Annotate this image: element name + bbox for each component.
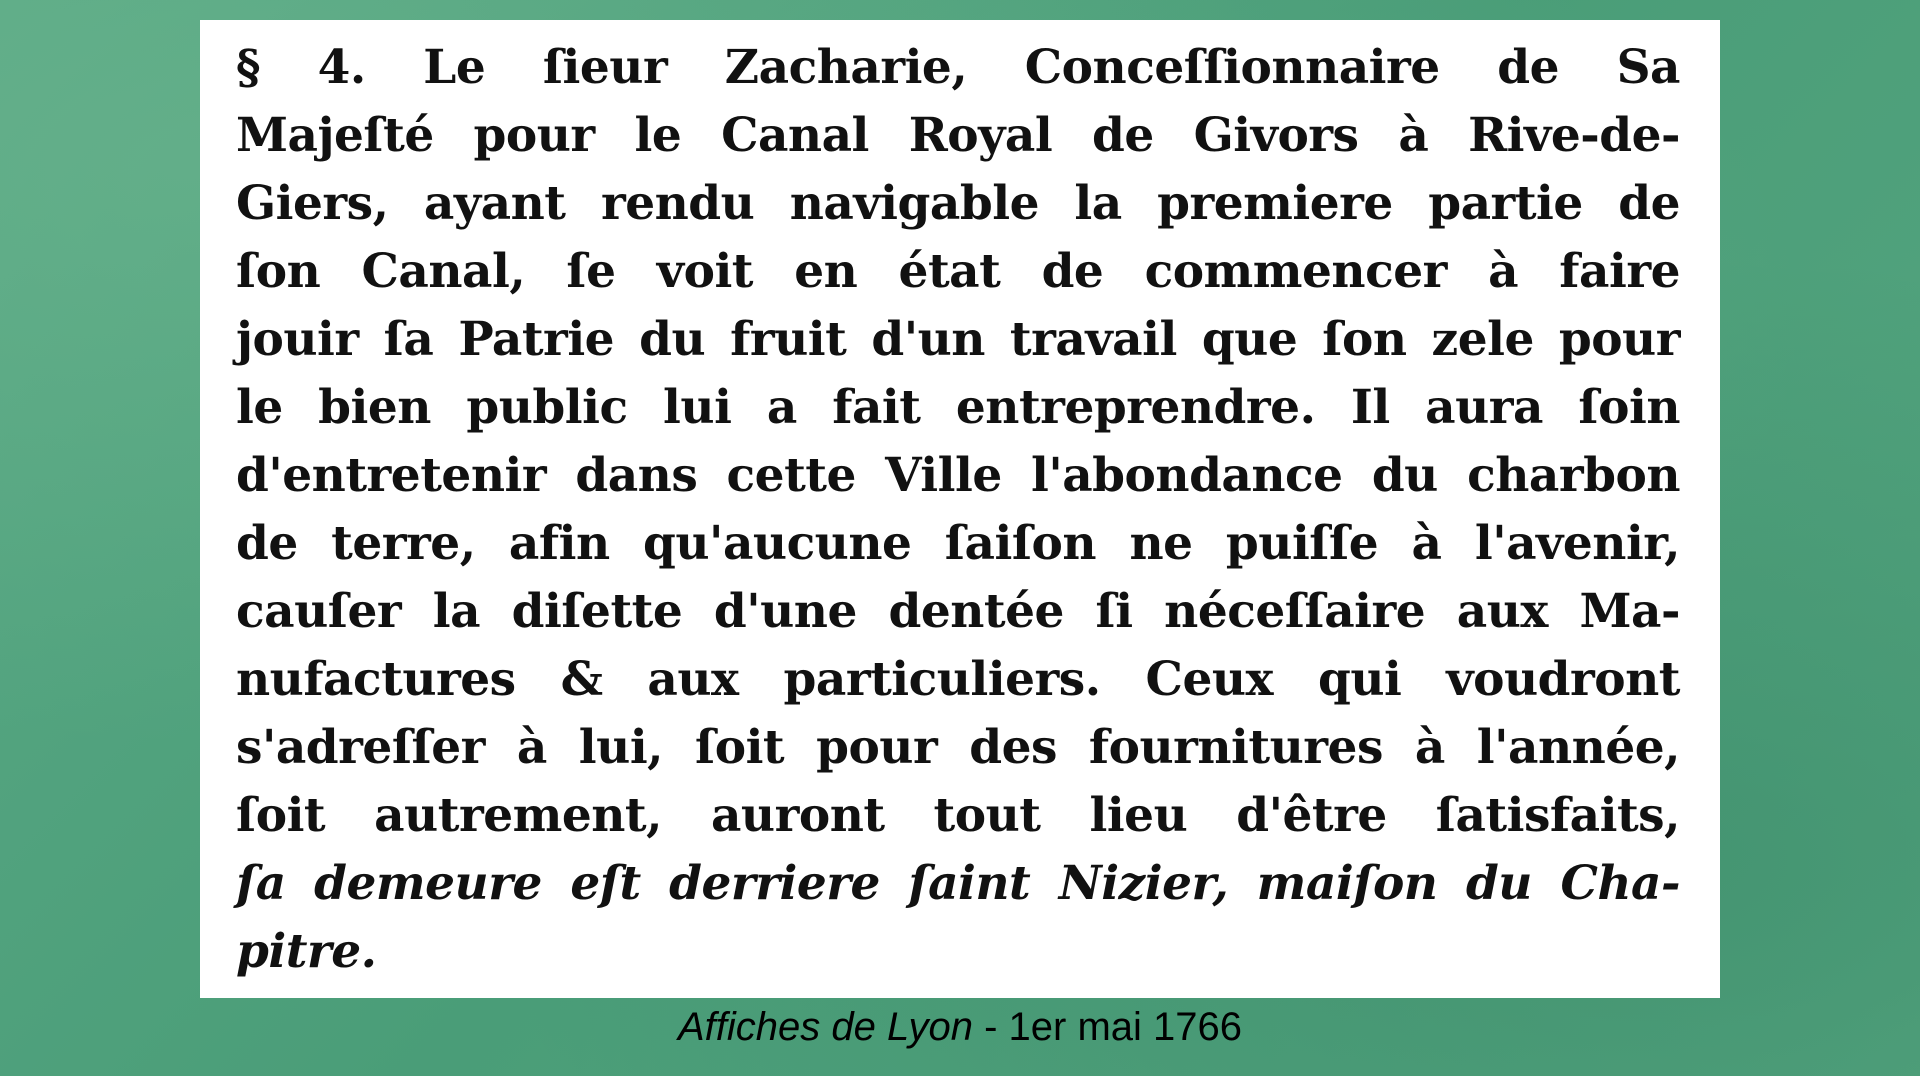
caption-source: Affiches de Lyon <box>677 1005 973 1049</box>
clipping-line-1: § 4. Le ſieur Zacharie, Conceſſionnaire de Sa <box>236 40 1680 95</box>
newspaper-clipping <box>200 20 1720 998</box>
clipping-line-11: s'adreſſer à lui, ſoit pour des fournitures à l'année, <box>236 720 1680 775</box>
clipping-line-10: nufactures & aux particuliers. Ceux qui voudront <box>236 652 1680 707</box>
clipping-line-12: ſoit autrement, auront tout lieu d'être ſatisfaits, <box>236 788 1680 843</box>
clipping-line-5: jouir ſa Patrie du fruit d'un travail que ſon zele pour <box>236 312 1680 367</box>
caption-separator: - <box>973 1005 1009 1049</box>
clipping-line-2: Majeſté pour le Canal Royal de Givors à Rive-de- <box>236 108 1680 163</box>
clipping-line-3: Giers, ayant rendu navigable la premiere partie de <box>236 176 1680 231</box>
clipping-line-13: ſa demeure eſt derriere ſaint Nizier, maiſon du Cha- <box>236 856 1680 911</box>
clipping-line-6: le bien public lui a fait entreprendre. Il aura ſoin <box>236 380 1680 435</box>
clipping-line-4: ſon Canal, ſe voit en état de commencer à faire <box>236 244 1680 299</box>
caption <box>0 998 1920 1058</box>
clipping-line-8: de terre, afin qu'aucune ſaiſon ne puiſſe à l'avenir, <box>236 516 1680 571</box>
clipping-line-9: cauſer la diſette d'une dentée ſi néceſſaire aux Ma- <box>236 584 1680 639</box>
clipping-line-7: d'entretenir dans cette Ville l'abondance du charbon <box>236 448 1680 503</box>
caption-date: 1er mai 1766 <box>1008 1005 1243 1049</box>
clipping-line-14: pitre. <box>236 924 377 979</box>
